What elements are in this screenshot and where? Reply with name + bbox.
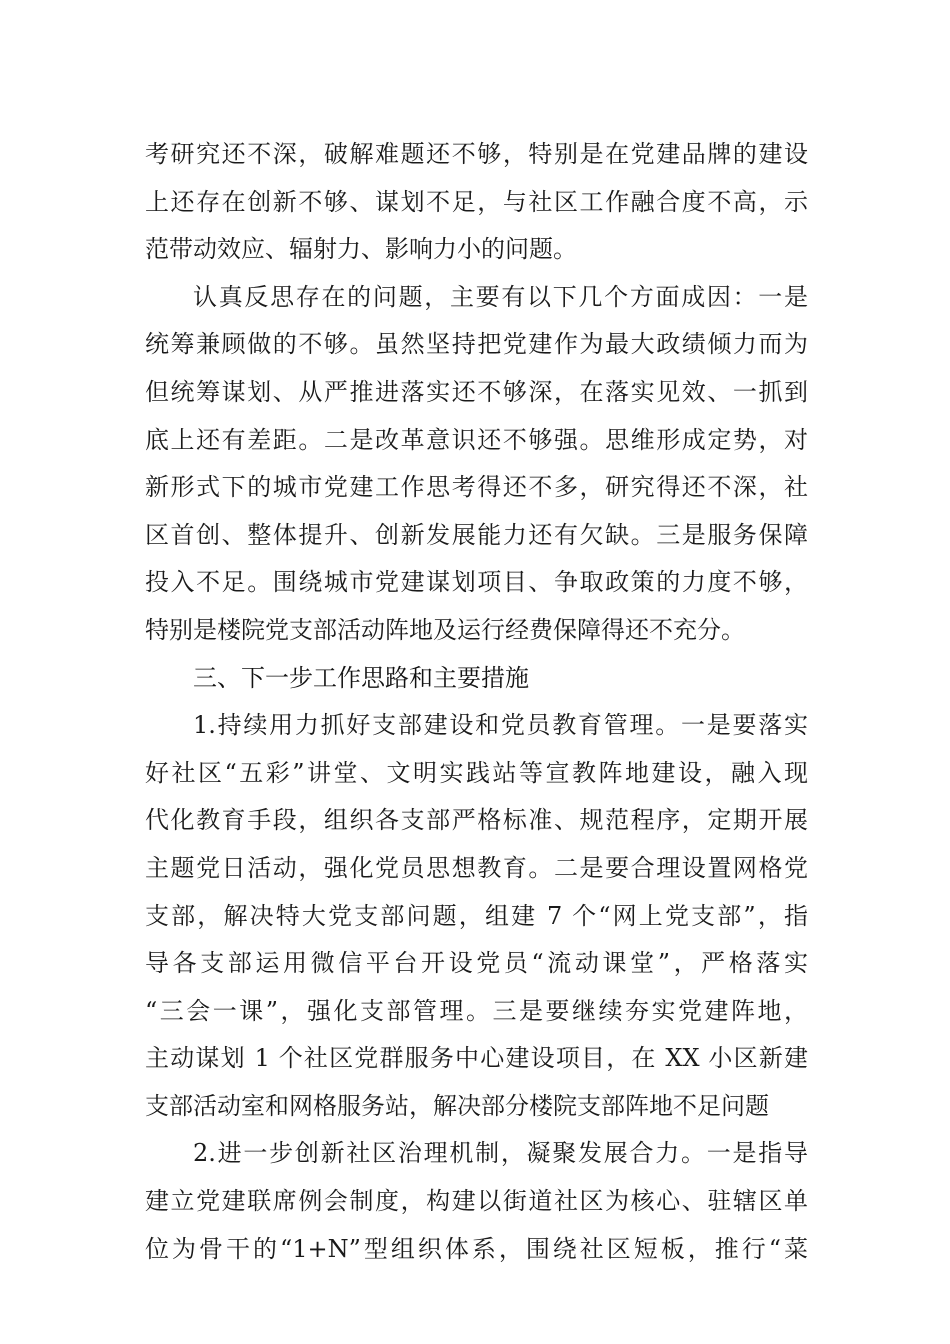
paragraph-line: 新形式下的城市党建工作思考得还不多，研究得还不深，社	[145, 473, 808, 502]
paragraph-line: 好社区“五彩”讲堂、文明实践站等宣教阵地建设，融入现	[145, 758, 808, 787]
paragraph-line: 位为骨干的“1+N”型组织体系，围绕社区短板，推行“菜	[145, 1234, 808, 1263]
paragraph-line: 投入不足。围绕城市党建谋划项目、争取政策的力度不够，	[145, 568, 808, 597]
paragraph-line: 2.进一步创新社区治理机制，凝聚发展合力。一是指导	[193, 1139, 808, 1168]
paragraph-line: 主动谋划 1 个社区党群服务中心建设项目，在 XX 小区新建	[145, 1044, 808, 1073]
paragraph-line: 特别是楼院党支部活动阵地及运行经费保障得还不充分。	[145, 615, 745, 644]
document-body	[145, 131, 808, 1273]
heading-text: 三、下一步工作思路和主要措施	[193, 663, 529, 692]
paragraph-line: 主题党日活动，强化党员思想教育。二是要合理设置网格党	[145, 853, 808, 882]
paragraph-line: 统筹兼顾做的不够。虽然坚持把党建作为最大政绩倾力而为	[145, 330, 808, 359]
section-heading	[145, 655, 808, 703]
body-paragraph	[145, 1130, 808, 1273]
paragraph-line: “三会一课”，强化支部管理。三是要继续夯实党建阵地，	[145, 996, 808, 1025]
body-paragraph	[145, 131, 808, 274]
body-paragraph	[145, 702, 808, 1130]
paragraph-line: 范带动效应、辐射力、影响力小的问题。	[145, 235, 577, 264]
paragraph-line: 上还存在创新不够、谋划不足，与社区工作融合度不高，示	[145, 187, 808, 216]
paragraph-line: 支部，解决特大党支部问题，组建 7 个“网上党支部”，指	[145, 901, 808, 930]
paragraph-line: 认真反思存在的问题，主要有以下几个方面成因：一是	[193, 282, 808, 311]
paragraph-line: 底上还有差距。二是改革意识还不够强。思维形成定势，对	[145, 425, 808, 454]
paragraph-line: 1.持续用力抓好支部建设和党员教育管理。一是要落实	[193, 711, 808, 740]
paragraph-line: 代化教育手段，组织各支部严格标准、规范程序，定期开展	[145, 806, 808, 835]
paragraph-line: 导各支部运用微信平台开设党员“流动课堂”，严格落实	[145, 949, 808, 978]
body-paragraph	[145, 274, 808, 655]
paragraph-line: 建立党建联席例会制度，构建以街道社区为核心、驻辖区单	[145, 1187, 808, 1216]
paragraph-line: 区首创、整体提升、创新发展能力还有欠缺。三是服务保障	[145, 520, 808, 549]
paragraph-line: 支部活动室和网格服务站，解决部分楼院支部阵地不足问题	[145, 1091, 769, 1120]
paragraph-line: 考研究还不深，破解难题还不够，特别是在党建品牌的建设	[145, 140, 808, 168]
paragraph-line: 但统筹谋划、从严推进落实还不够深，在落实见效、一抓到	[145, 377, 808, 406]
